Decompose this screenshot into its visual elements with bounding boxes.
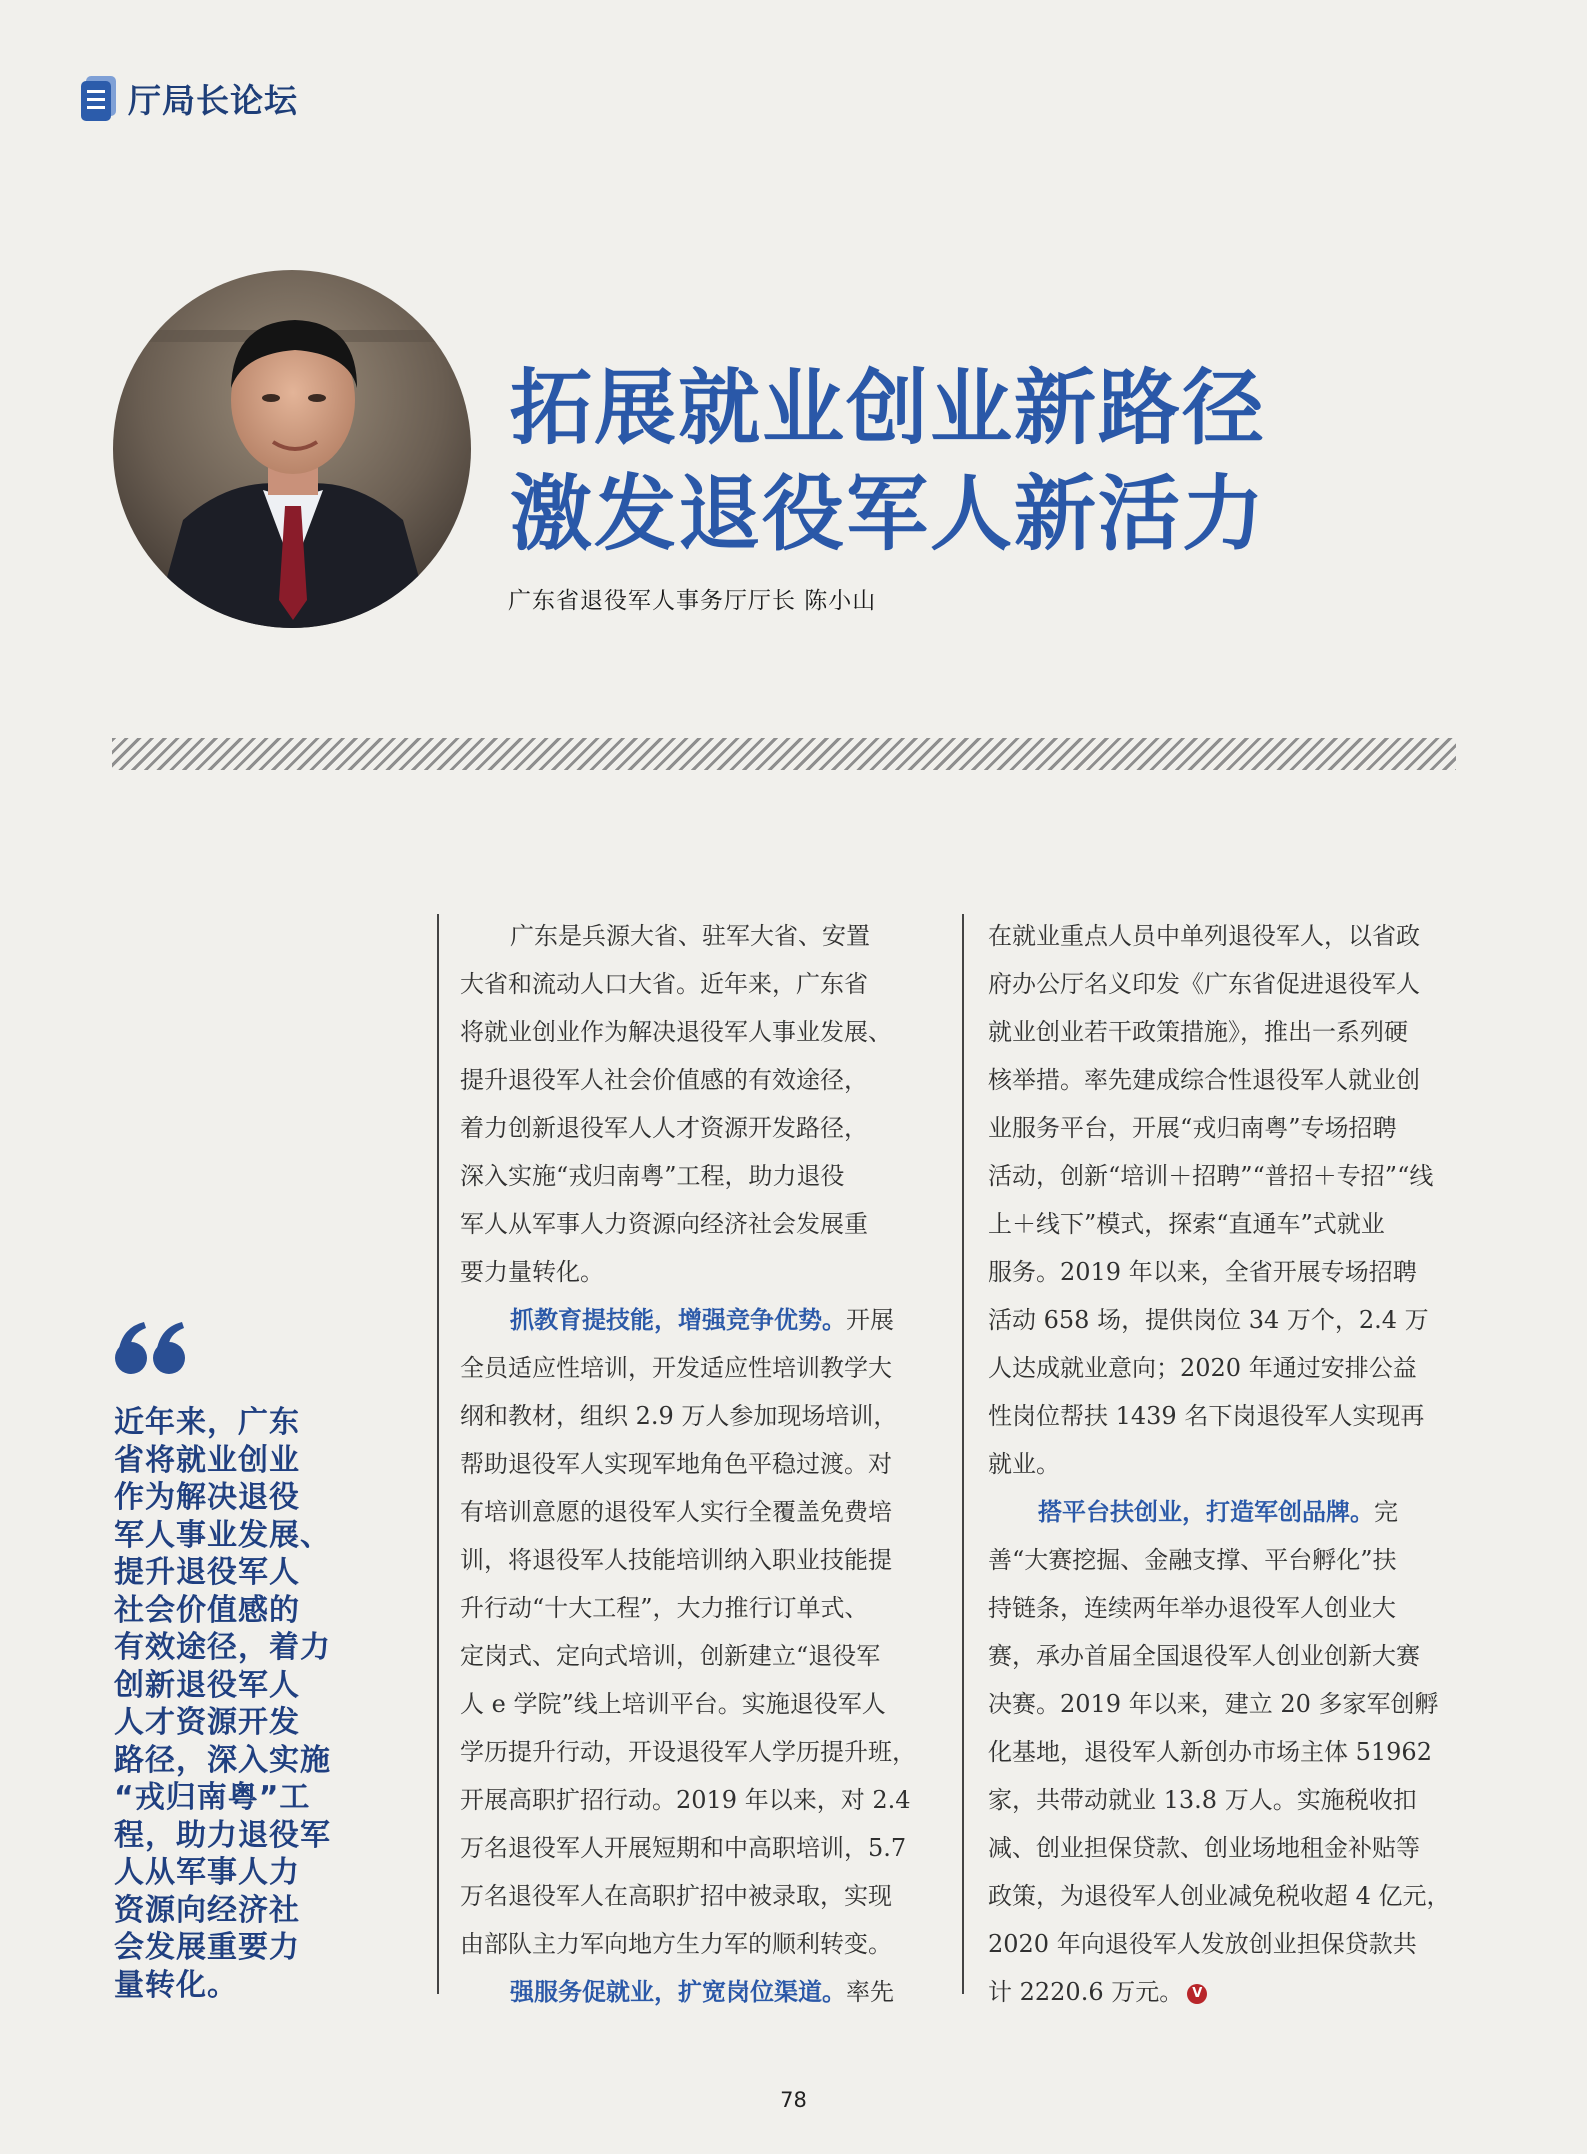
section-lead-heading: 搭平台扶创业，打造军创品牌。: [1038, 1498, 1374, 1526]
pull-quote-line: 会发展重要力: [114, 1930, 300, 1965]
text-line: [988, 1248, 1458, 1296]
pull-quote-line: 路径，深入实施: [114, 1742, 331, 1778]
text-line: [460, 1344, 942, 1392]
text-line: [988, 1056, 1458, 1104]
text-run: 计 2220.6 万元。: [988, 1978, 1184, 2006]
text-line: [988, 1584, 1458, 1632]
pull-quote-line: 提升退役军人: [114, 1555, 300, 1590]
text-line: [988, 1296, 1458, 1344]
hatched-divider: [112, 738, 1456, 770]
text-line: [460, 1680, 942, 1728]
text-line: [988, 1200, 1458, 1248]
text-line: [988, 1536, 1458, 1584]
text-run: 活动，创新“培训＋招聘”“普招＋专招”“线: [988, 1162, 1434, 1190]
pull-quote-line: 创新退役军人: [114, 1667, 300, 1703]
text-line: [460, 1824, 942, 1872]
text-run: 服务。2019 年以来，全省开展专场招聘: [988, 1258, 1417, 1286]
author-byline: 广东省退役军人事务厅厅长 陈小山: [508, 588, 877, 614]
text-line: [988, 1824, 1458, 1872]
text-run: 着力创新退役军人人才资源开发路径，: [460, 1114, 868, 1142]
text-line: [988, 1920, 1458, 1968]
text-line: [988, 1488, 1458, 1536]
text-line: [460, 1440, 942, 1488]
text-line: [988, 1392, 1458, 1440]
article-headline: [510, 356, 1310, 568]
text-line: [988, 1680, 1458, 1728]
text-line: [460, 1920, 942, 1968]
text-line: [460, 1728, 942, 1776]
text-line: [460, 1200, 942, 1248]
text-line: [460, 960, 942, 1008]
text-run: 性岗位帮扶 1439 名下岗退役军人实现再: [988, 1402, 1425, 1430]
pull-quote-line: 社会价值感的: [114, 1592, 300, 1628]
text-run: 万名退役军人在高职扩招中被录取，实现: [460, 1882, 892, 1910]
text-run: 升行动“十大工程”，大力推行订单式、: [460, 1594, 869, 1622]
text-line: [460, 1152, 942, 1200]
text-run: 人达成就业意向；2020 年通过安排公益: [988, 1354, 1417, 1382]
text-run: 化基地，退役军人新创办市场主体 51962: [988, 1738, 1432, 1766]
section-lead-heading: 强服务促就业，扩宽岗位渠道。: [510, 1978, 846, 2006]
text-run: 有培训意愿的退役军人实行全覆盖免费培: [460, 1498, 892, 1526]
text-run: 核举措。率先建成综合性退役军人就业创: [988, 1066, 1420, 1094]
pull-quote-line: 人从军事人力: [114, 1855, 300, 1890]
pull-quote-line: 程，助力退役军: [114, 1817, 331, 1853]
text-run: 学历提升行动，开设退役军人学历提升班，: [460, 1738, 916, 1766]
text-run: 广东是兵源大省、驻军大省、安置: [510, 922, 870, 950]
text-line: [460, 1104, 942, 1152]
text-run: 政策，为退役军人创业减免税收超 4 亿元，: [988, 1882, 1451, 1910]
section-lead-heading: 抓教育提技能，增强竞争优势。: [510, 1306, 846, 1334]
text-run: 减、创业担保贷款、创业场地租金补贴等: [988, 1834, 1420, 1862]
text-run: 军人从军事人力资源向经济社会发展重: [460, 1210, 868, 1238]
text-run: 由部队主力军向地方生力军的顺利转变。: [460, 1930, 892, 1958]
end-mark-icon: V: [1187, 1984, 1207, 2004]
quote-mark-icon: [114, 1320, 188, 1384]
text-line: [460, 1392, 942, 1440]
page-number: 78: [780, 2088, 807, 2112]
text-run: 活动 658 场，提供岗位 34 万个，2.4 万: [988, 1306, 1429, 1334]
text-run: 在就业重点人员中单列退役军人，以省政: [988, 922, 1420, 950]
text-line: [460, 1872, 942, 1920]
text-line: [988, 1104, 1458, 1152]
text-run: 纲和教材，组织 2.9 万人参加现场培训，: [460, 1402, 898, 1430]
text-line: [988, 1440, 1458, 1488]
text-line: [988, 1632, 1458, 1680]
text-run: 万名退役军人开展短期和中高职培训，5.7: [460, 1834, 907, 1862]
text-line: [460, 1584, 942, 1632]
pull-quote-line: 省将就业创业: [114, 1442, 300, 1478]
pull-quote-line: 人才资源开发: [114, 1705, 300, 1740]
text-run: 开展: [846, 1306, 894, 1334]
text-run: 深入实施“戎归南粤”工程，助力退役: [460, 1162, 845, 1190]
text-run: 开展高职扩招行动。2019 年以来，对 2.4: [460, 1786, 911, 1814]
text-run: 定岗式、定向式培训，创新建立“退役军: [460, 1642, 881, 1670]
text-run: 要力量转化。: [460, 1258, 604, 1286]
text-run: 持链条，连续两年举办退役军人创业大: [988, 1594, 1396, 1622]
text-line: [460, 1056, 942, 1104]
headline-line-1: 拓展就业创业新路径: [510, 361, 1267, 456]
text-run: 家，共带动就业 13.8 万人。实施税收扣: [988, 1786, 1417, 1814]
text-line: [988, 960, 1458, 1008]
text-line: [988, 1152, 1458, 1200]
text-line: [460, 1248, 942, 1296]
text-line: [460, 1632, 942, 1680]
pull-quote-line: “戎归南粤”工: [114, 1780, 311, 1815]
pull-quote-line: 近年来，广东: [114, 1405, 300, 1440]
text-run: 人 e 学院”线上培训平台。实施退役军人: [460, 1690, 886, 1718]
text-run: 善“大赛挖掘、金融支撑、平台孵化”扶: [988, 1546, 1397, 1574]
text-line: [988, 912, 1458, 960]
text-line: [988, 1008, 1458, 1056]
text-line: [988, 1968, 1458, 2016]
text-line: [460, 1776, 942, 1824]
text-line: [460, 1536, 942, 1584]
author-portrait: [113, 270, 471, 628]
pull-quote: [114, 1404, 336, 2004]
text-run: 2020 年向退役军人发放创业担保贷款共: [988, 1930, 1417, 1958]
pull-quote-line: 军人事业发展、: [114, 1517, 331, 1553]
pull-quote-line: 有效途径，着力: [114, 1630, 331, 1665]
column-rule-left: [437, 914, 439, 1994]
text-run: 府办公厅名义印发《广东省促进退役军人: [988, 970, 1420, 998]
text-run: 帮助退役军人实现军地角色平稳过渡。对: [460, 1450, 892, 1478]
text-run: 大省和流动人口大省。近年来，广东省: [460, 970, 868, 998]
text-run: 赛，承办首届全国退役军人创业创新大赛: [988, 1642, 1420, 1670]
text-line: [988, 1872, 1458, 1920]
headline-line-2: 激发退役军人新活力: [510, 467, 1267, 562]
section-header: [80, 68, 298, 128]
text-line: [460, 1008, 942, 1056]
text-run: 就业。: [988, 1450, 1060, 1478]
text-line: [460, 1488, 942, 1536]
text-line: [460, 1296, 942, 1344]
body-column-1: [460, 912, 942, 2016]
text-run: 业服务平台，开展“戎归南粤”专场招聘: [988, 1114, 1397, 1142]
column-rule-middle: [962, 914, 964, 1994]
section-title: 厅局长论坛: [128, 80, 298, 120]
body-column-2: [988, 912, 1458, 2016]
text-line: [460, 912, 942, 960]
pull-quote-line: 资源向经济社: [114, 1892, 300, 1928]
text-run: 上＋线下”模式，探索“直通车”式就业: [988, 1210, 1385, 1238]
text-run: 决赛。2019 年以来，建立 20 多家军创孵: [988, 1690, 1439, 1718]
document-stack-icon: [80, 74, 118, 122]
text-line: [988, 1728, 1458, 1776]
text-line: [988, 1344, 1458, 1392]
text-line: [988, 1776, 1458, 1824]
text-run: 将就业创业作为解决退役军人事业发展、: [460, 1018, 892, 1046]
pull-quote-line: 量转化。: [114, 1967, 238, 2003]
text-run: 完: [1374, 1498, 1398, 1526]
text-run: 率先: [846, 1978, 894, 2006]
text-run: 提升退役军人社会价值感的有效途径，: [460, 1066, 868, 1094]
pull-quote-line: 作为解决退役: [114, 1480, 300, 1515]
text-run: 训，将退役军人技能培训纳入职业技能提: [460, 1546, 892, 1574]
text-run: 就业创业若干政策措施》，推出一系列硬: [988, 1018, 1408, 1046]
text-line: [460, 1968, 942, 2016]
text-run: 全员适应性培训，开发适应性培训教学大: [460, 1354, 892, 1382]
